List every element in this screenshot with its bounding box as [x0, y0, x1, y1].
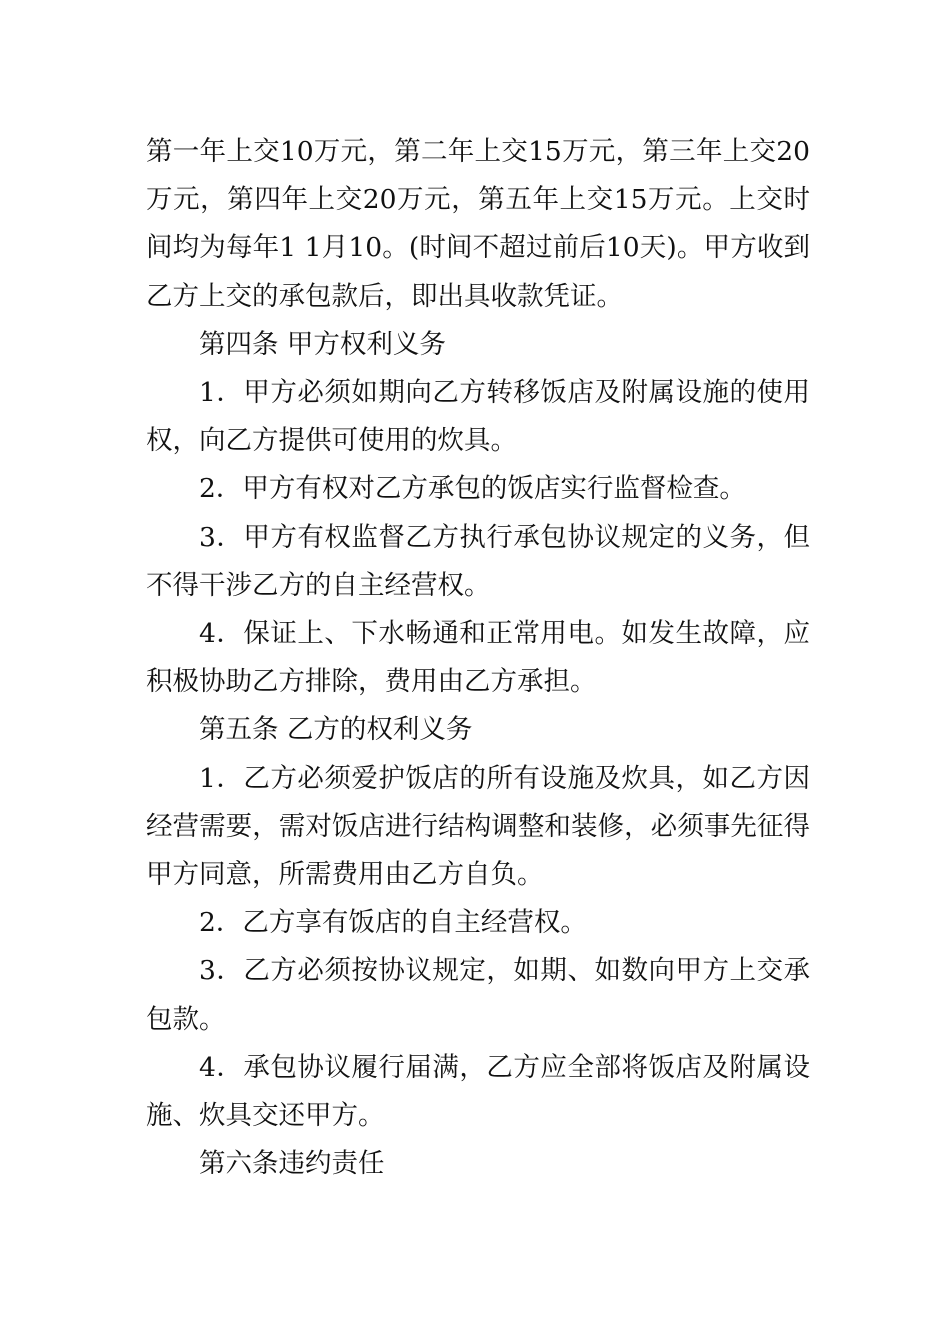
paragraph-article-5-item-4: 4．承包协议履行届满，乙方应全部将饭店及附属设施、炊具交还甲方。 — [146, 1051, 810, 1132]
paragraph-article-5-item-2: 2．乙方享有饭店的自主经营权。 — [199, 907, 587, 939]
heading-article-6: 第六条违约责任 — [199, 1148, 385, 1180]
paragraph-article-4-item-2: 2．甲方有权对乙方承包的饭店实行监督检查。 — [199, 473, 746, 505]
paragraph-payment-schedule: 第一年上交10万元，第二年上交15万元，第三年上交20万元，第四年上交20万元，第五年上交15万元。上交时间均为每年1 1月10。(时间不超过前后10天)。甲方收到乙方上交的承包款后，即出具收款凭证。 — [146, 136, 810, 312]
paragraph-article-4-item-4: 4．保证上、下水畅通和正常用电。如发生故障，应积极协助乙方排除，费用由乙方承担。 — [146, 618, 810, 698]
heading-article-4: 第四条 甲方权利义务 — [199, 328, 446, 360]
paragraph-article-4-item-1: 1．甲方必须如期向乙方转移饭店及附属设施的使用权，向乙方提供可使用的炊具。 — [146, 377, 810, 457]
heading-article-5: 第五条 乙方的权利义务 — [199, 714, 473, 746]
document-body — [146, 128, 810, 1188]
paragraph-article-4-item-3: 3．甲方有权监督乙方执行承包协议规定的义务，但不得干涉乙方的自主经营权。 — [146, 521, 810, 601]
paragraph-article-5-item-3: 3．乙方必须按协议规定，如期、如数向甲方上交承包款。 — [146, 955, 810, 1035]
paragraph-article-5-item-1: 1．乙方必须爱护饭店的所有设施及炊具，如乙方因经营需要，需对饭店进行结构调整和装修，必须事先征得甲方同意，所需费用由乙方自负。 — [146, 762, 810, 891]
